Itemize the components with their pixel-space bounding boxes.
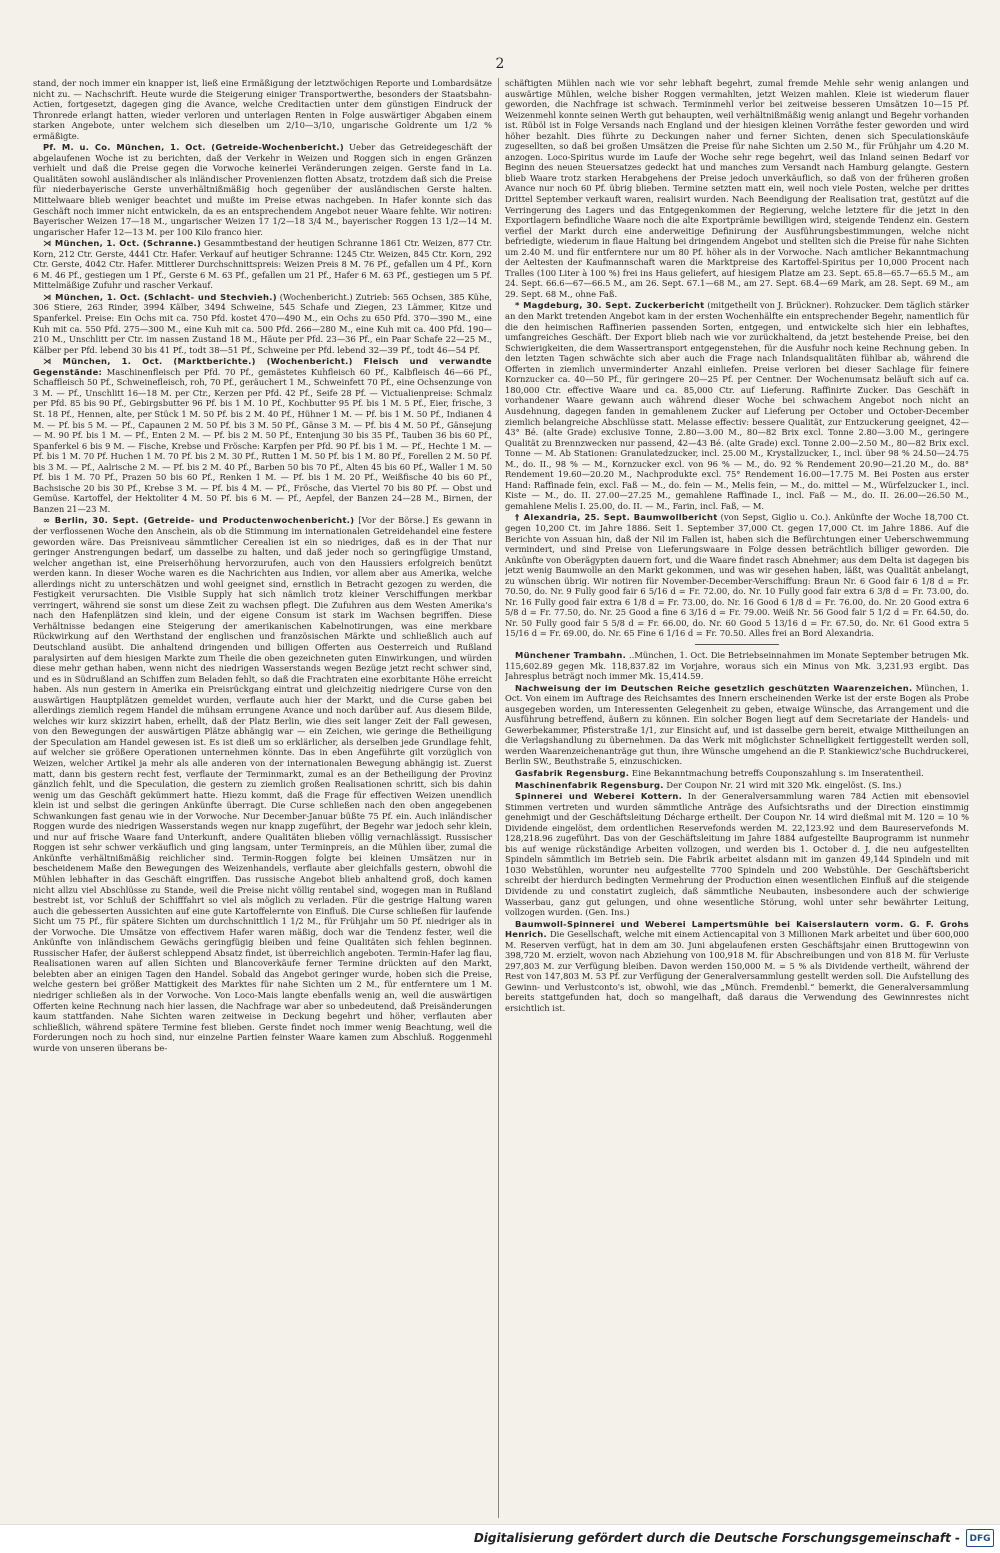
article-text: Maschinenfleisch per Pfd. 70 Pf., gemästetes Kuhfleisch 60 Pf., Kalbfleisch 46—66 Pf., Schaffleisch 50 Pf., Schweinefleisch, roh, 70 Pf., geräuchert 1 M., Schweinfett 70 Pf., eine Ochsenzunge von 3 M. — Pf., Unschlitt 16—18 M. per Ctr., Kerzen per Pfd. 42 Pf., Seife 28 Pf. — Victualienpreise: Schmalz per Pfd. 85 bis 90 Pf., Gebirgsbutter 96 Pf. bis 1 M. 10 Pf., Kochbutter 95 Pf. bis 1 M. 5 Pf., Eier, frische, 3 St. 18 Pf., Hennen, alte, per Stück 1 M. 50 Pf. bis 2 M. 40 Pf., Hühner 1 M. — Pf. bis 1 M. 50 Pf., Indianen 4 M. — Pf. bis 5 M. — Pf., Capaunen 2 M. 50 Pf. bis 3 M. 50 Pf., Gänse 3 M. — Pf. bis 4 M. 50 Pf., Gänsejung — M. 90 Pf. bis 1 M. — Pf., Enten 2 M. — Pf. bis 2 M. 50 Pf., Entenjung 30 bis 35 Pf., Tauben 36 bis 60 Pf., Spanferkel 6 bis 9 M. — Fische, Krebse und Frösche: Karpfen per Pfd. 90 Pf. bis 1 M. — Pf., Hechte 1 M. — Pf. bis 1 M. 70 Pf. Huchen 1 M. 70 Pf. bis 2 M. 30 Pf., Rutten 1 M. 50 Pf. bis 1 M. 80 Pf., Forellen 2 M. 50 Pf. bis 3 M. — Pf., Aalrische 2 M. — Pf. bis 2 M. 40 Pf., Barben 50 bis 70 Pf., Alten 45 bis 60 Pf., Waller 1 M. 50 Pf. bis 1 M. 70 Pf., Prazen 50 bis 60 Pf., Renken 1 M. — Pf. bis 1 M. 20 Pf., Weißfische 40 bis 60 Pf., Bachsische 20 bis 30 Pf., Krebse 3 M. — Pf. bis 4 M. — Pf., Frösche, das Viertel 70 bis 80 Pf. — Obst und Gemüse. Kartoffel, der Hektoliter 4 M. 50 Pf. bis 6 M. — Pf., Aepfel, der Banzen 24—28 M., Birnen, der Banzen 21—23 M.: [33, 366, 492, 514]
article-paragraph: [505, 512, 969, 639]
column-rule: [498, 78, 499, 1518]
article-paragraph: [505, 650, 969, 682]
article-heading: Pf. M. u. Co. München, 1. Oct. (Getreide-Wochenbericht.): [43, 142, 344, 153]
article-paragraph: [33, 78, 492, 141]
page-number: 2: [495, 56, 505, 72]
article-paragraph: [505, 791, 969, 918]
article-text: Die Gesellschaft, welche mit einem Actiencapital von 3 Millionen Mark arbeitet und über 600,000 M. Reserven verfügt, hat in dem am 30. Juni abgelaufenen ersten Geschäftsjahr einen Bruttogewinn von 398,720 M. erzielt, wovon nach Abziehung von 100,918 M. für Abschreibungen und von 818 M. für Verluste 297,803 M. zur Verfügung bleiben. Davon werden 150,000 M. = 5 % als Dividende vertheilt, während der Rest von 147,803 M. 53 Pf. zur Verfügung der Generalversammlung gestellt werden soll. Die Aufstellung des Gewinn- und Verlustconto's ist, obwohl, wie das „Münch. Fremdenbl.“ bemerkt, die Generalversammlung bereits stattgefunden hat, doch so mangelhaft, daß daraus die Verwendung des Gewinnrestes nicht ersichtlich ist.: [505, 929, 969, 1014]
article-heading: ⋊ München, 1. Oct. (Schlacht- und Stechvieh.): [43, 291, 277, 302]
article-text: Ueber das Getreidegeschäft der abgelaufenen Woche ist zu berichten, daß der Verkehr in Weizen und Roggen sich in engen Gränzen verhielt und daß die Preise gegen die Vorwoche keinerlei Veränderungen zeigen. Gerste fand in La. Qualitäten sowohl ausländischer als inländischer Provenienzen flotten Absatz, trotzdem daß sich die Preise für niederbayerische Gerste unverhältnißmäßig hoch gegenüber der ausländischen Gerste halten. Mittelwaare blieb weniger beachtet und mußte im Preise etwas nachgeben. In Hafer konnte sich das Geschäft noch immer nicht entwickeln, da es an entsprechendem Angebot neuer Waare fehlte. Wir notiren: Bayerischer Weizen 17—18 M., ungarischer Weizen 17 1/2—18 3/4 M., bayerischer Roggen 13 1/2—14 M. ungarischer Hafer 12—13 M. per 100 Kilo franco hier.: [33, 142, 492, 237]
article-heading: ⋊ München, 1. Oct. (Schranne.): [43, 238, 202, 249]
article-heading: Baumwoll-Spinnerei und Weberei Lampertsmühle bei Kaiserslautern vorm. G. F. Grohs Henrich.: [505, 918, 969, 940]
article-heading: Spinnerei und Weberei Kottern.: [515, 791, 683, 802]
article-paragraph: [505, 683, 969, 767]
article-paragraph: [505, 919, 969, 1014]
article-heading: Gasfabrik Regensburg.: [515, 768, 630, 778]
article-text: (mitgetheilt von J. Brückner). Rohzucker. Dem täglich stärker an den Markt tretenden Angebot kam in der ersten Wochenhälfte ein entsprechender Begehr, namentlich für die den heimischen Raffinerien passenden Sorten, entgegen, und entwickelte sich hier ein lebhaftes, umfangreiches Geschäft. Der Export blieb nach wie vor zurückhaltend, da jetzt bestehende Preise, bei den Schwierigkeiten, die dem Wassertransport entgegenstehen, für die Ausfuhr noch keine Rechnung geben. In den letzten Tagen schwächte sich aber auch die Frage nach Inlandsqualitäten fühlbar ab, während die Offerten in ziemlich unverminderter Anzahl einliefen. Preise verloren bei dieser Sachlage für feinere Kornzucker ca. 40—50 Pf., für geringere 20—25 Pf. per Centner. Der Wochenumsatz beläuft sich auf ca. 180,000 Ctr. effective Waare und ca. 85,000 Ctr. auf Lieferung. Raffinirte Zucker. Das Geschäft in vorhandener Waare gewann auch während dieser Woche bei schwachem Angebot noch nicht an Ausdehnung, dagegen fanden in gemahlenem Zucker auf Lieferung per October und October-December ziemlich belangreiche Abschlüsse statt. Melasse effectiv: bessere Qualität, zur Entzuckerung geeignet, 42—43° Bé. (alte Grade) exclusive Tonne, 2.80—3.00 M., 80—82 Brix excl. Tonne 2.80—3.00 M., geringere Qualität zu Brennzwecken nur passend, 42—43 Bé. (alte Grade) excl. Tonne 2.00—2.50 M., 80—82 Brix excl. Tonne — M. Ab Stationen: Granulatedzucker, incl. 25.00 M., Krystallzucker, I., incl. über 98 % 24.50—24.75 M., do. II., 98 % — M., Kornzucker excl. von 96 % — M., do. 92 % Rendement 20.90—21.20 M., do. 88° Rendement 19.60—20.20 M., Nachprodukte excl. 75° Rendement 16.00—17.75 M. Bei Posten aus erster Hand: Raffinade fein, excl. Faß — M., do. fein — M., Melis fein, — M., do. mittel — M., Würfelzucker I., incl. Kiste — M., do. II. 27.00—27.25 M., gemahlene Raffinade I., incl. Faß — M., do. II. 26.00—26.50 M., gemahlene Melis I. 25.00, do. II. — M., Farin, incl. Faß, — M.: [505, 300, 969, 511]
footer-bar: [0, 1524, 1000, 1553]
left-column: [33, 78, 492, 1518]
article-text: ..München, 1. Oct. Die Betriebseinnahmen im Monate September betrugen Mk. 115,602.89 gegen Mk. 118,837.82 im Vorjahre, woraus sich ein Minus von Mk. 3,231.93 ergibt. Das Jahresplus beträgt noch immer Mk. 15,414.59.: [505, 649, 969, 682]
article-text: Gesammtbestand der heutigen Schranne 1861 Ctr. Weizen, 877 Ctr. Korn, 212 Ctr. Gerste, 4441 Ctr. Hafer. Verkauf auf heutiger Schranne: 1245 Ctr. Weizen, 845 Ctr. Korn, 292 Ctr. Gerste, 4042 Ctr. Hafer. Mittlerer Durchschnittspreis: Weizen Preis 8 M. 76 Pf., gefallen um 4 Pf., Korn 6 M. 46 Pf., gestiegen um 1 Pf., Gerste 6 M. 63 Pf., gefallen um 21 Pf., Hafer 6 M. 63 Pf., gestiegen um 5 Pf. Mittelmäßige Zufuhr und rascher Verkauf.: [33, 238, 492, 291]
article-text: Eine Bekanntmachung betreffs Couponszahlung s. im Inseratentheil.: [631, 768, 924, 778]
dfg-logo: DFG: [966, 1529, 994, 1547]
right-column: [505, 78, 969, 1518]
article-heading: Nachweisung der im Deutschen Reiche gesetzlich geschützten Waarenzeichen.: [515, 682, 913, 693]
article-paragraph: [33, 238, 492, 291]
article-paragraph: [505, 780, 969, 791]
article-text: In der Generalversammlung waren 784 Actien mit ebensoviel Stimmen vertreten und wurden sämmtliche Anträge des Aufsichtsraths und der Direction einstimmig genehmigt und der Geschäftsleitung Décharge ertheilt. Der Coupon Nr. 14 wird dießmal mit M. 120 = 10 % Dividende eingelöst, dem ordentlichen Reservefonds werden M. 22,123.92 und dem Baureservefonds M. 128,218.96 zugeführt. Das von der Geschäftsleitung im Jahre 1884 aufgestellte Bauprogramm ist nunmehr bis auf wenige rückständige Arbeiten vollzogen, und werden bis 1. October d. J. die neu aufgestellten Spindeln sämmtlich im Betrieb sein. Die Fabrik arbeitet alsdann mit im ganzen 49,144 Spindeln und mit 1030 Webstühlen, worunter neu aufgestellte 7700 Spindeln und 200 Webstühle. Der Geschäftsbericht schreibt der hierdurch bedingten Vermehrung der Production einen wesentlichen Einfluß auf die steigende Dividende zu und constatirt zugleich, daß sämmtliche Neubauten, insbesondere auch der schwierige Wasserbau, ganz gut gelungen, und ohne wesentliche Störung, wohl unter sehr bewährter Leitung, vollzogen wurden. (Gen. Ins.): [505, 791, 969, 918]
article-heading: ∞ Berlin, 30. Sept. (Getreide- und Productenwochenbericht.): [43, 515, 355, 526]
footer-text: Digitalisierung gefördert durch die Deutsche Forschungsgemeinschaft -: [473, 1531, 960, 1545]
article-paragraph: [33, 515, 492, 1053]
article-paragraph: [33, 292, 492, 355]
article-paragraph: [505, 78, 969, 299]
article-paragraph: [505, 300, 969, 511]
article-heading: † Alexandria, 25. Sept. Baumwollbericht: [515, 512, 718, 523]
article-text: Der Coupon Nr. 21 wird mit 320 Mk. eingelöst. (S. Ins.): [666, 779, 902, 790]
article-heading: Münchener Trambahn.: [515, 649, 627, 660]
article-text: stand, der noch immer ein knapper ist, ließ eine Ermäßigung der letztwöchigen Reporte und Lombardsätze nicht zu. — Nachschrift. Heute wurde die Steigerung einiger Transportwerthe, besonders der Staatsbahn-Actien, fortgesetzt, dagegen ging die Avance, welche Creditactien unter dem günstigen Eindruck der Thronrede erlangt hatten, wieder verloren und unterlagen Renten in Folge auswärtiger Abgaben einem starken Angebote, unter welchem sich dieselben um 2/10—3/10, ungarische Goldrente um 1/2 % ermäßigte.: [33, 78, 492, 141]
article-paragraph: [505, 768, 969, 779]
article-separator: [695, 644, 779, 645]
article-heading: Maschinenfabrik Regensburg.: [515, 779, 664, 790]
article-paragraph: [33, 142, 492, 237]
article-text: (Wochenbericht.) Zutrieb: 565 Ochsen, 385 Kühe, 306 Stiere, 263 Rinder, 3994 Kälber, 3494 Schweine, 545 Schafe und Ziegen, 23 Lämmer, Kitze und Spanferkel. Preise: Ein Ochs mit ca. 750 Pfd. kostet 470—490 M., ein Ochs zu 650 Pfd. 370—390 M., eine Kuh mit ca. 550 Pfd. 275—300 M., eine Kuh mit ca. 500 Pfd. 266—280 M., eine Kuh mit ca. 400 Pfd. 190—210 M., Unschlitt per Ctr. im nassen Zustand 18 M., Häute per Pfd. 23—36 Pf., ein Paar Schafe 22—25 M., Kälber per Pfd. lebend 30 bis 41 Pf., todt 38—51 Pf., Schweine per Pfd. lebend 32—39 Pf., todt 46—54 Pf.: [33, 291, 492, 355]
article-text: schäftigten Mühlen nach wie vor sehr lebhaft begehrt, zumal fremde Mehle sehr wenig anlangen und auswärtige Mühlen, welche bisher Roggen vermahlten, jetzt Weizen mahlen. Kleie ist wiederum flauer geworden, die Nachfrage ist schwach. Terminmehl verlor bei zeitweise besseren Umsätzen 10—15 Pf. Weizenmehl konnte seinen Werth gut behaupten, weil verhältnißmäßig wenig anlangt und Begehr vorhanden ist. Rüböl ist in Folge Versands nach England und der hiesigen kleinen Vorräthe fester geworden und wird höher bezahlt. Dies führte zu Deckungen naher und ferner Sichten, denen sich Speculationskäufe zugesellten, so daß bei großen Umsätzen die Preise für nahe Sichten um 2.50 M., für Frühjahr um 4.20 M. anzogen. Loco-Spiritus wurde im Laufe der Woche sehr rege begehrt, weil das Inland seinen Bedarf vor Beginn des neuen Steuersatzes gedeckt hat und manches zum Versandt nach Hamburg gelangte. Gestern blieb Waare trotz starken Herabgehens der Preise jedoch unverkäuflich, so daß von der früheren großen Avance nur noch 60 Pf. übrig blieben. Termine setzten matt ein, weil noch viele Posten, welche per drittes Drittel September verkauft waren, realisirt wurden. Nach Beendigung der Realisation trat, gestützt auf die Verringerung des Lagers und das Entgegenkommen der Regierung, welche letztere für die jetzt in den Exportlagern befindliche Waare noch die alte Exportprämie bewilligen wird, steigende Tendenz ein. Gestern verfiel der Markt durch eine anderweitige Definirung der Ausführungsbestimmungen, welche nicht befriedigte, wiederum in flaue Haltung bei dringendem Angebot und stellten sich die Preise für nahe Sichten um 2.40 M. und für entferntere nur um 80 Pf. höher als in der Vorwoche. Nach amtlicher Bekanntmachung der Aeltesten der Kaufmannschaft waren die Marktpreise des Kartoffel-Spiritus per 10,000 Procent nach Tralles (100 Liter à 100 %) frei ins Haus geliefert, auf hiesigem Platze am 23. Sept. 65.8—65.7—65.5 M., am 24. Sept. 66.6—67—66.5 M., am 26. Sept. 67.1—68 M., am 27. Sept. 68.4—69 Mark, am 28. Sept. 69 M., am 29. Sept. 68 M., ohne Faß.: [505, 78, 969, 299]
article-text: (von Sepst, Giglio u. Co.). Ankünfte der Woche 18,700 Ct. gegen 10,200 Ct. im Jahre 1886. Seit 1. September 37,000 Ct. gegen 17,000 Ct. im Jahre 1886. Auf die Berichte von Assuan hin, daß der Nil im Fallen ist, haben sich die Befürchtungen einer Ueberschwemmung vermindert, und sind Preise von Lieferungswaare in Folge dessen beträchtlich billiger geworden. Die Ankünfte von Oberägypten dauern fort, und die Waare findet rasch Abnehmer; aus dem Delta ist dagegen bis jetzt wenig Baumwolle an den Markt gekommen, und was wir gesehen haben, läßt, was Qualität anbelangt, zu wünschen übrig. Wir notiren für November-December-Verschiffung: Braun Nr. 6 Good fair 6 1/8 d = Fr. 70.50, do. Nr. 9 Fully good fair 6 5/16 d = Fr. 72.00, do. Nr. 10 Fully good fair extra 6 3/8 d = Fr. 73.00, do. Nr. 16 Fully good fair extra 6 1/8 d = Fr. 73.00, do. Nr. 16 Good 6 1/8 d = Fr. 76.00, do. Nr. 20 Good extra 6 5/8 d = Fr. 77.50, do. Nr. 25 Good a fine 6 3/16 d = Fr. 79.00. Weiß Nr. 56 Good fair 5 1/2 d = Fr. 64.50, do. Nr. 50 Fully good fair 5 5/8 d = Fr. 66.00, do. Nr. 60 Good 5 13/16 d = Fr. 67.50, do. Nr. 61 Good extra 5 15/16 d = Fr. 69.00, do. Nr. 65 Fine 6 1/16 d = Fr. 70.50. Alles frei an Bord Alexandria.: [505, 512, 969, 639]
article-paragraph: [33, 356, 492, 514]
article-text: [Vor der Börse.] Es gewann in der verflossenen Woche den Anschein, als ob die Stimmung im internationalen Getreidehandel eine festere geworden wäre. Das Preisniveau sämmtlicher Cerealien ist ein so niedriges, daß es in der That nur geringer Anstrengungen bedarf, um dasselbe zu halten, und daß jeder noch so geringfügige Umstand, welcher angethan ist, eine Preiserhöhung hervorzurufen, auch von den Haussiers erfolgreich benützt werden kann. In dieser Woche waren es die Nachrichten aus Indien, vor allem aber aus Amerika, welche allerdings nicht zu unterschätzen und wohl geeignet sind, ernstlich in Betracht gezogen zu werden, die Festigkeit verursachten. Die Visible Supply hat sich nämlich trotz kleiner Verschiffungen merkbar verringert, während sie sonst um diese Zeit zu wachsen pflegt. Die Zufuhren aus dem Westen Amerika's nach den Hafenplätzen sind klein, und der eigene Consum ist stark im Wachsen begriffen. Diese Verhältnisse bedangen eine Steigerung der amerikanischen Kabelnotirungen, was eine merkbare Rückwirkung auf den Werthstand der englischen und französischen Märkte und schließlich auch auf Deutschland ausübt. Die anhaltend dringenden und billigen Offerten aus Oesterreich und Rußland paralysirten auf dem hiesigen Markte zum Theile die oben gezeichneten guten Einwirkungen, und würden diese mehr gethan haben, wenn nicht des niedrigen Wasserstands wegen Bezüge jetzt recht schwer sind, und es in Südrußland an Schiffen zum Beladen fehlt, so daß die Frachtraten eine exorbitante Höhe erreicht haben. Als nun gestern in Amerika ein Preisrückgang eintrat und gleichzeitig niedrigere Curse von den auswärtigen Hauptplätzen gemeldet wurden, verflaute auch hier der Markt, und die Curse gaben bei allerdings ziemlich regem Handel die mühsam errungene Avance und noch darüber auf. Aus diesem Bilde, welches wir kurz skizzirt haben, erhellt, daß der Platz Berlin, wie dies seit langer Zeit der Fall gewesen, von den Bewegungen der auswärtigen Plätze abhängig war — ein Zeichen, wie geringe die Betheiligung der Speculation am Handel gewesen ist. Es ist dieß um so erklärlicher, als derselben jede Grundlage fehlt, auf welcher sie größere Operationen unternehmen könnte. Das in eben Angeführte gilt vorzüglich von Weizen, welcher Artikel ja mehr als alle anderen von der internationalen Bewegung abhängig ist. Zuerst matt, dann bis gestern recht fest, verflaute der Terminmarkt, zumal es an der Betheiligung der Provinz gänzlich fehlt, und die Speculation, die gestern zu ziemlich großen Realisationen schritt, sich bis dahin wenig um das Geschäft gekümmert hatte. Hiezu kommt, daß die Frage für effectiven Weizen unendlich klein ist und selbst die geringen Ankünfte überragt. Die Curse schließen nach den oben angegebenen Schwankungen fast genau wie in der Vorwoche. Nur December-Januar büßte 75 Pf. ein. Auch inländischer Roggen wurde des niedrigen Wasserstands wegen nur knapp zugeführt, der Begehr war jedoch sehr klein, und nur auf frische Waare fand Unterkunft, andere Qualitäten blieben völlig vernachlässigt. Russischer Roggen ist sehr schwer verkäuflich und ging langsam, unter Terminpreis, an die Mühlen über, zumal die Ankünfte verhältnißmäßig reichlicher sind. Termin-Roggen folgte bei kleinen Umsätzen nur in bescheidenem Maße den Bewegungen des Weizenhandels, verflaute aber gleichfalls gestern, obwohl die Mühlen lebhafter in das Geschäft eingriffen. Das russische Angebot blieb anhaltend groß, doch kamen nicht allzu viel Abschlüsse zu Stande, weil die Preise nicht völlig rentabel sind, wogegen man in Rußland bestrebt ist, vor Schluß der Schifffahrt so viel als möglich zu verladen. Für die gestrige Haltung waren auch die gebesserten Aussichten auf eine gute Kartoffelernte von Einfluß. Die Curse schließen für laufende Sicht um 75 Pf., für spätere Sichten um durchschnittlich 1 1/2 M., für Frühjahr um 50 Pf. niedriger als in der Vorwoche. Die Umsätze von effectivem Hafer waren mäßig, doch war die Tendenz fester, weil die Ankünfte von inländischem Gewächs geringfügig bleiben und feine Qualitäten sich fehlen beginnen. Russischer Hafer, der äußerst schleppend Absatz findet, ist überreichlich angeboten. Termin-Hafer lag flau, Realisationen waren auf allen Sichten und Blancoverkäufe ferner Termine drückten auf den Markt, belebten aber an einigen Tagen den Handel. Sobald das Angebot geringer wurde, hoben sich die Preise, welche gestern bei größer Mattigkeit des Marktes für nahe Sichten um 2 M., für entferntere um 1 M. niedriger schließen als in der Vorwoche. Von Loco-Mais langte ebenfalls wenig an, weil die auswärtigen Offerten keine Rechnung nach hier lassen, die Nachfrage war aber so unbedeutend, daß Preisänderungen kaum stattfanden. Nahe Sichten waren zeitweise in Deckung begehrt und höher, verflauten aber schließlich, während spätere Termine fest blieben. Gerste findet noch immer wenig Beachtung, weil die Forderungen noch zu hoch sind, nur einzelne Partien feinster Waare kamen zum Abschluß. Roggenmehl wurde von unseren überans be-: [33, 515, 492, 1053]
article-heading: ⋊ München, 1. Oct. (Marktberichte.) (Wochenbericht.) Fleisch und verwandte Gegenstände:: [33, 356, 492, 377]
article-heading: * Magdeburg, 30. Sept. Zuckerbericht: [515, 300, 705, 311]
article-text: München, 1. Oct. Von einem im Auftrage des Reichsamtes des Innern erscheinenden Werke ist der erste Bogen als Probe ausgegeben worden, um Interessenten Gelegenheit zu geben, etwaige Wünsche, das Arrangement und die Ausführung betreffend, äußern zu können. Ein solcher Bogen liegt auf dem Secretariate der Handels- und Gewerbekammer, Pfisterstraße 1/1, zur Einsicht auf, und ist dasselbe gern bereit, etwaige Mittheilungen an die Verlagshandlung zu übernehmen. Da das Werk mit möglichster Schnelligkeit fertiggestellt werden soll, werden Waarenzeichenanträge gut thun, ihre Wünsche umgehend an die P. Stankiewicz'sche Buchdruckerei, Berlin SW., Beuthstraße 5, einzuschicken.: [505, 682, 969, 767]
